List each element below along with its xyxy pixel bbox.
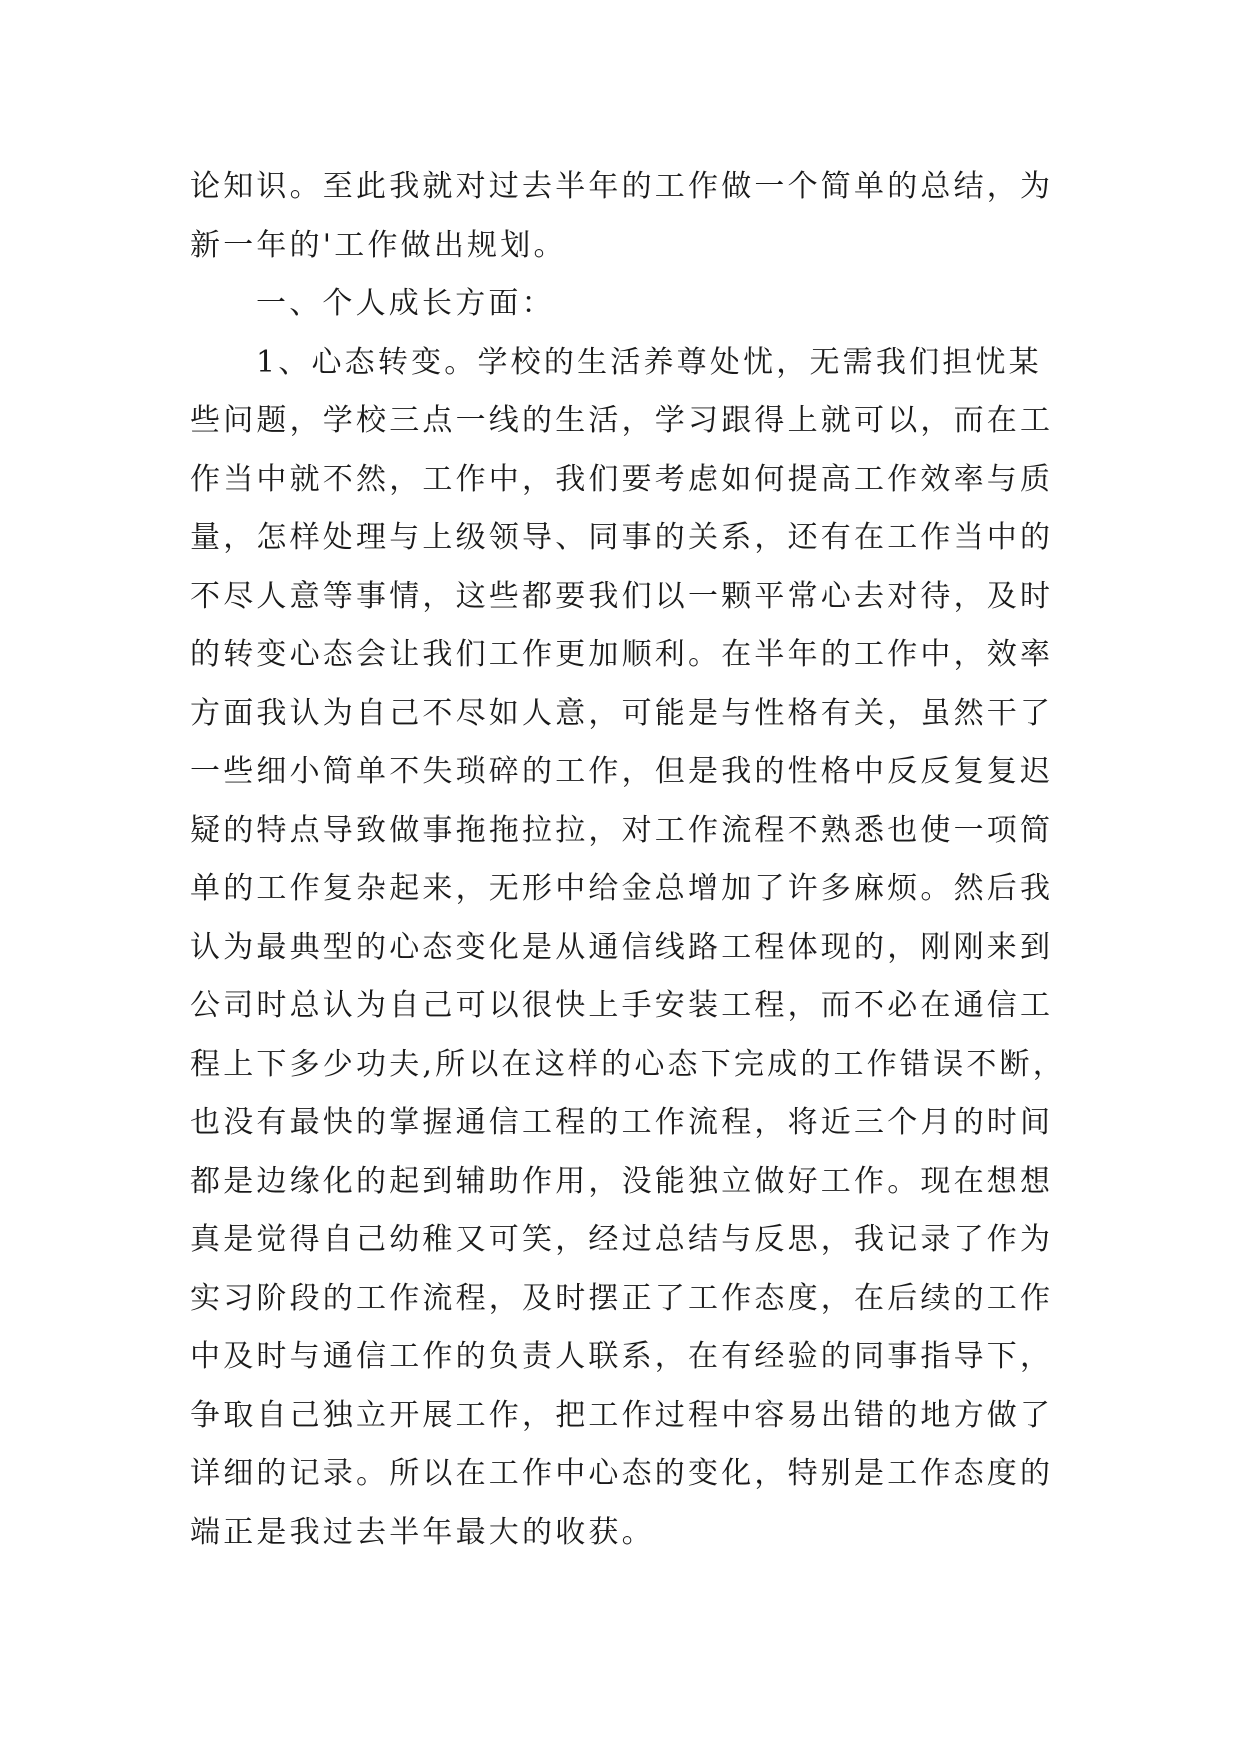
section-heading: 一、个人成长方面： bbox=[256, 286, 555, 321]
body-text bbox=[190, 158, 1066, 1562]
text-line: 真是觉得自己幼稚又可笑，经过总结与反思，我记录了作为 bbox=[190, 1222, 1054, 1257]
text-line: 方面我认为自己不尽如人意，可能是与性格有关，虽然干了 bbox=[190, 695, 1054, 731]
text-line: 都是边缘化的起到辅助作用，没能独立做好工作。现在想想 bbox=[190, 1163, 1054, 1199]
text-line: 论知识。至此我就对过去半年的工作做一个简单的总结，为 bbox=[190, 169, 1054, 204]
text-line: 一些细小简单不失琐碎的工作，但是我的性格中反反复复迟 bbox=[190, 754, 1054, 789]
text-line: 详细的记录。所以在工作中心态的变化，特别是工作态度的 bbox=[190, 1456, 1054, 1491]
text-line: 中及时与通信工作的负责人联系，在有经验的同事指导下， bbox=[190, 1339, 1054, 1374]
text-line: 疑的特点导致做事拖拖拉拉，对工作流程不熟悉也使一项简 bbox=[190, 812, 1054, 848]
text-line: 量，怎样处理与上级领导、同事的关系，还有在工作当中的 bbox=[190, 520, 1054, 555]
text-line: 作当中就不然，工作中，我们要考虑如何提高工作效率与质 bbox=[190, 461, 1054, 497]
text-line: 程上下多少功夫,所以在这样的心态下完成的工作错误不断， bbox=[190, 1046, 1066, 1082]
text-line: 的转变心态会让我们工作更加顺利。在半年的工作中，效率 bbox=[190, 637, 1054, 672]
text-line: 实习阶段的工作流程，及时摆正了工作态度，在后续的工作 bbox=[190, 1280, 1054, 1316]
text-line: 些问题，学校三点一线的生活，学习跟得上就可以，而在工 bbox=[190, 403, 1054, 438]
paragraph-start-line: 1、心态转变。学校的生活养尊处忧，无需我们担忧某 bbox=[256, 344, 1042, 380]
text-line: 单的工作复杂起来，无形中给金总增加了许多麻烦。然后我 bbox=[190, 871, 1054, 906]
text-line: 也没有最快的掌握通信工程的工作流程，将近三个月的时间 bbox=[190, 1105, 1054, 1140]
text-line: 新一年的'工作做出规划。 bbox=[190, 227, 567, 263]
text-line: 公司时总认为自己可以很快上手安装工程，而不必在通信工 bbox=[190, 988, 1054, 1023]
text-line: 争取自己独立开展工作，把工作过程中容易出错的地方做了 bbox=[190, 1397, 1054, 1433]
text-line: 端正是我过去半年最大的收获。 bbox=[190, 1514, 655, 1550]
text-line: 认为最典型的心态变化是从通信线路工程体现的，刚刚来到 bbox=[190, 929, 1054, 965]
text-line: 不尽人意等事情，这些都要我们以一颗平常心去对待，及时 bbox=[190, 578, 1054, 614]
